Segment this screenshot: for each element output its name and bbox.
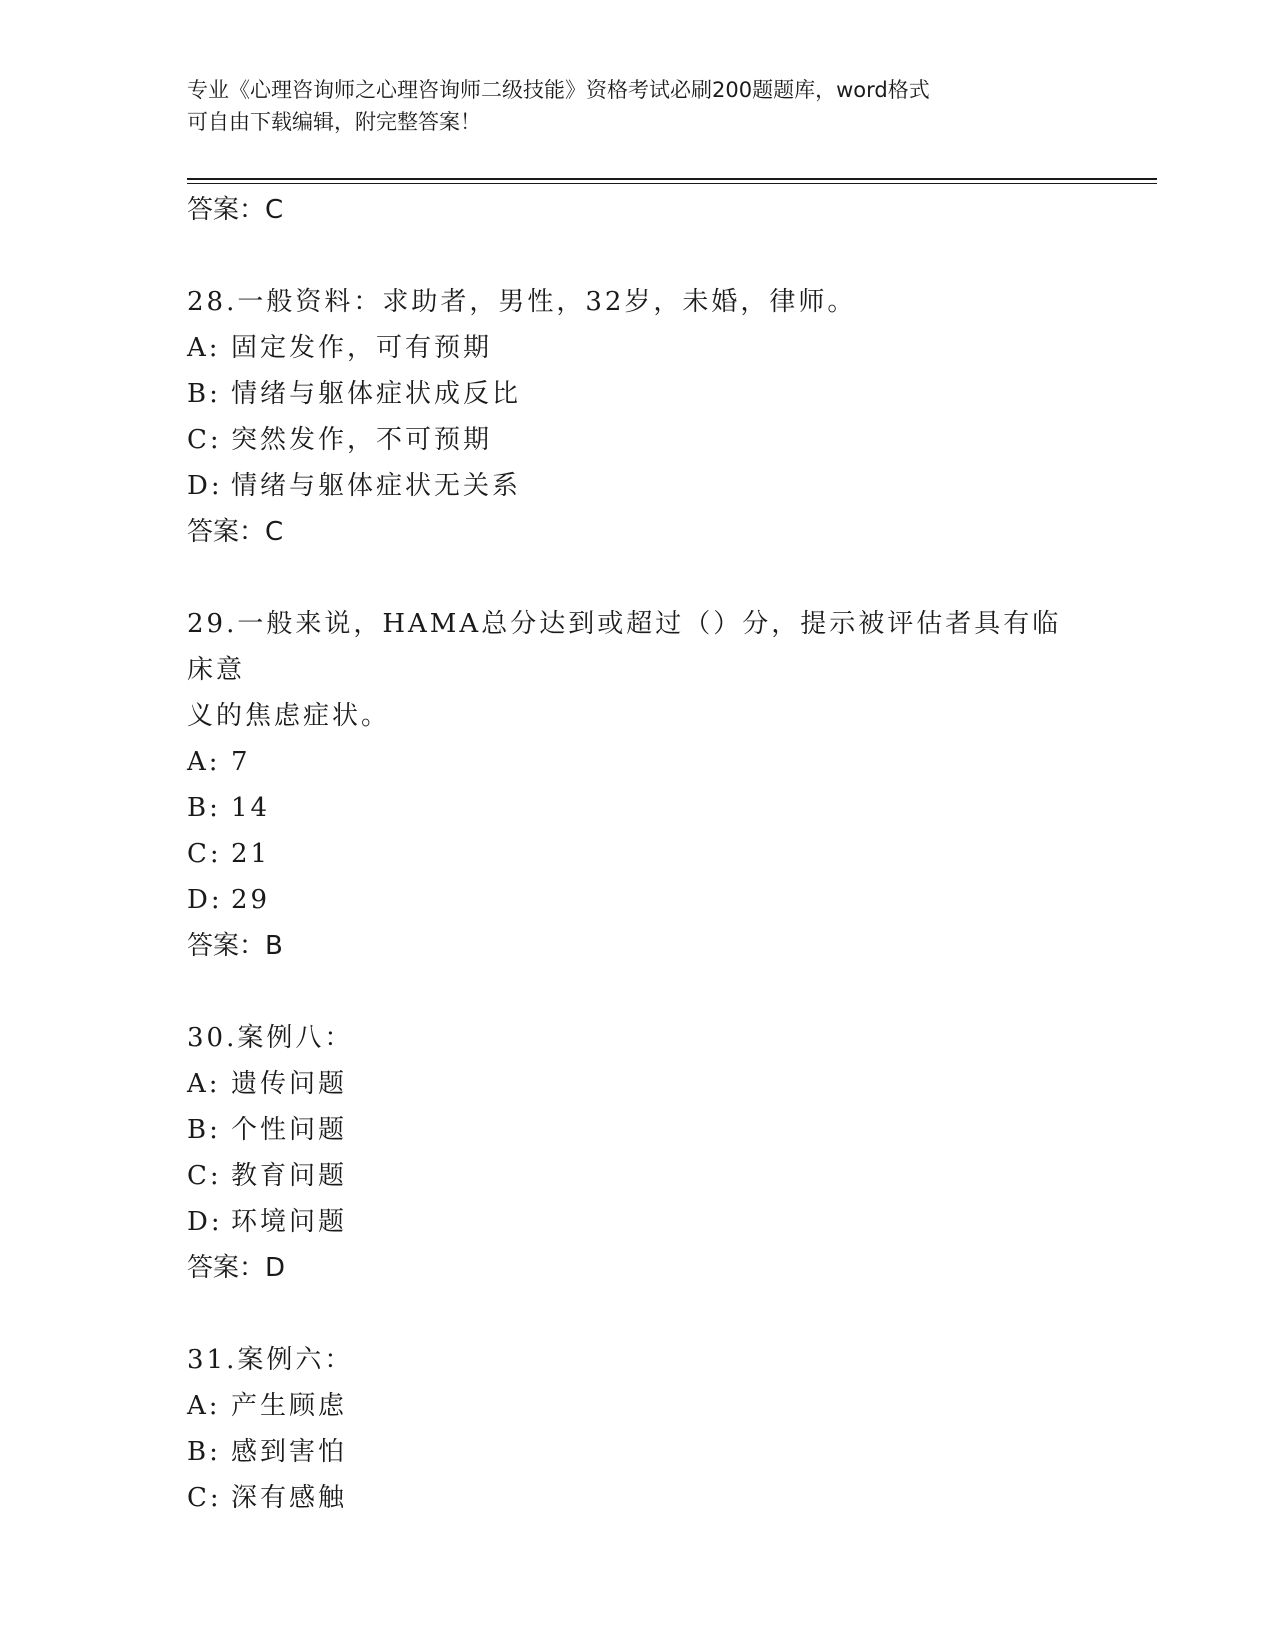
option-text: 教育问题 (231, 1161, 348, 1191)
option-b (187, 371, 1087, 417)
option-a (187, 739, 1087, 785)
option-key: C: (187, 1483, 222, 1513)
option-c (187, 831, 1087, 877)
answer: 答案：C (187, 517, 284, 547)
option-text: 个性问题 (231, 1115, 348, 1145)
option-a (187, 325, 1087, 371)
option-text: 21 (231, 839, 271, 869)
option-d (187, 1199, 1087, 1245)
option-text: 感到害怕 (231, 1437, 348, 1467)
header-divider (187, 178, 1157, 180)
option-key: A: (187, 333, 221, 363)
option-d (187, 877, 1087, 923)
option-c (187, 1475, 1087, 1521)
option-key: A: (187, 1069, 221, 1099)
header-divider-thin (187, 183, 1157, 184)
question-31 (187, 1337, 1087, 1521)
question-stem-continued: 义的焦虑症状。 (187, 701, 391, 731)
option-d (187, 463, 1087, 509)
option-c (187, 1153, 1087, 1199)
option-key: B: (187, 793, 221, 823)
question-stem: 31.案例六： (187, 1345, 354, 1375)
question-stem: 29.一般来说，HAMA总分达到或超过（）分，提示被评估者具有临床意 (187, 609, 1062, 685)
question-stem: 30.案例八： (187, 1023, 354, 1053)
question-stem: 28.一般资料：求助者，男性，32岁，未婚，律师。 (187, 287, 857, 317)
option-key: B: (187, 1115, 221, 1145)
option-text: 29 (231, 885, 271, 915)
option-text: 情绪与躯体症状无关系 (231, 471, 522, 501)
option-text: 遗传问题 (231, 1069, 348, 1099)
option-key: C: (187, 1161, 222, 1191)
option-key: A: (187, 747, 221, 777)
option-text: 深有感触 (231, 1483, 348, 1513)
question-30 (187, 1015, 1087, 1291)
option-c (187, 417, 1087, 463)
option-key: D: (187, 471, 223, 501)
option-text: 产生顾虑 (231, 1391, 348, 1421)
option-key: B: (187, 1437, 221, 1467)
question-list (187, 187, 1087, 1521)
option-b (187, 1107, 1087, 1153)
header-line-2: 可自由下载编辑，附完整答案！ (187, 110, 481, 134)
option-a (187, 1061, 1087, 1107)
header-line-1: 专业《心理咨询师之心理咨询师二级技能》资格考试必刷200题题库，word格式 (187, 78, 930, 102)
document-header (187, 74, 1087, 138)
option-text: 情绪与躯体症状成反比 (231, 379, 522, 409)
previous-answer: 答案：C (187, 195, 284, 225)
option-b (187, 1429, 1087, 1475)
option-a (187, 1383, 1087, 1429)
option-text: 固定发作，可有预期 (231, 333, 493, 363)
option-text: 7 (231, 747, 251, 777)
option-key: A: (187, 1391, 221, 1421)
option-text: 突然发作，不可预期 (231, 425, 493, 455)
option-text: 环境问题 (231, 1207, 348, 1237)
option-key: D: (187, 885, 223, 915)
question-28 (187, 279, 1087, 555)
option-b (187, 785, 1087, 831)
option-text: 14 (231, 793, 271, 823)
question-29 (187, 601, 1087, 969)
option-key: C: (187, 839, 222, 869)
option-key: C: (187, 425, 222, 455)
answer: 答案：D (187, 1253, 286, 1283)
option-key: D: (187, 1207, 223, 1237)
answer: 答案：B (187, 931, 283, 961)
option-key: B: (187, 379, 221, 409)
